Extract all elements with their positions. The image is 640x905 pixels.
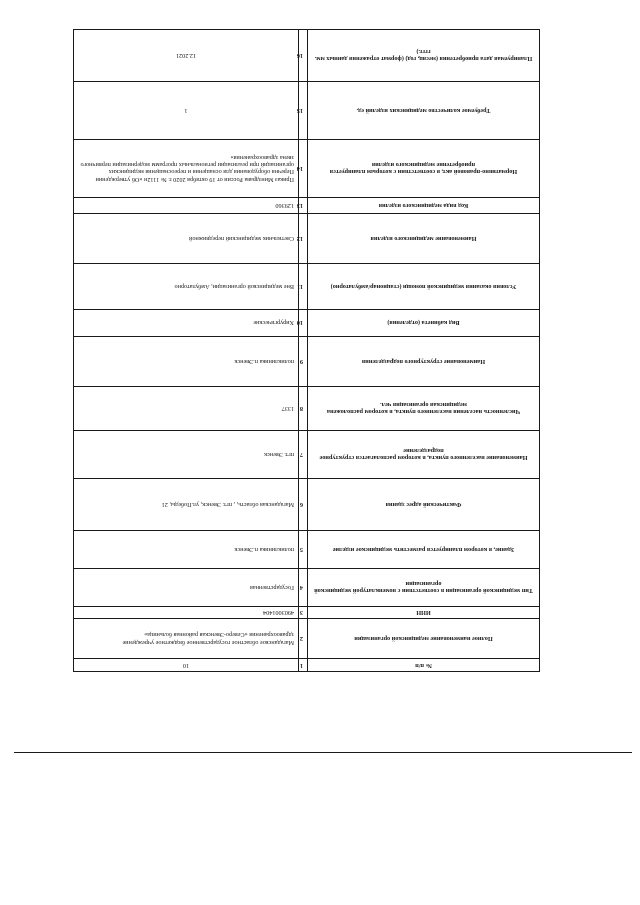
- table-row: [74, 430, 540, 478]
- row-value: Вне медицинской организации, Амбулаторно: [74, 263, 299, 309]
- rotated-table-container: [74, 42, 540, 672]
- table-row: [74, 659, 540, 672]
- row-number: 2: [299, 619, 308, 659]
- table-row: [74, 213, 540, 263]
- row-value: Магаданская область, , пгт. Эвенск, ул.Победы, 21: [74, 478, 299, 530]
- row-value: Государственная: [74, 568, 299, 606]
- table-row: [74, 568, 540, 606]
- table-row: [74, 139, 540, 197]
- row-value: Магаданское областное государственное бюджетное учреждение здравоохранения «Северо-Эвенская районная больница»: [74, 619, 299, 659]
- row-label: ИНН: [308, 606, 540, 618]
- row-number: 12: [299, 213, 308, 263]
- row-value: 1: [74, 81, 299, 139]
- row-value: поликлиника п.Эвенск: [74, 530, 299, 568]
- table-row: [74, 263, 540, 309]
- row-label: Наименование населенного пункта, в котором располагается структурное подразделение: [308, 430, 540, 478]
- row-number: 13: [299, 197, 308, 213]
- table-row: [74, 197, 540, 213]
- row-value: поликлиника п.Эвенск: [74, 336, 299, 386]
- row-label: Наименование медицинского изделия: [308, 213, 540, 263]
- row-value: пгт. Эвенск: [74, 430, 299, 478]
- row-number: 8: [299, 386, 308, 430]
- row-label: Численность населения населенного пункта, в котором расположена медицинская организация чел.: [308, 386, 540, 430]
- table-row: [74, 336, 540, 386]
- page-divider-line: [14, 752, 632, 753]
- table-row: [74, 619, 540, 659]
- row-number: 14: [299, 139, 308, 197]
- row-label: Требуемое количество медицинских изделий ед.: [308, 81, 540, 139]
- row-number: 15: [299, 81, 308, 139]
- row-number: 11: [299, 263, 308, 309]
- row-number: 5: [299, 530, 308, 568]
- table-row: [74, 606, 540, 618]
- row-label: Условия оказания медицинской помощи (стационар/амбулаторно): [308, 263, 540, 309]
- row-value: Светильник медицинский передвижной: [74, 213, 299, 263]
- row-label: Здание, в котором планируется разместить медицинское изделие: [308, 530, 540, 568]
- row-number: 7: [299, 430, 308, 478]
- row-number: 6: [299, 478, 308, 530]
- row-number: 1: [299, 659, 308, 672]
- row-number: 4: [299, 568, 308, 606]
- scanned-table-page: [74, 42, 540, 672]
- row-value: 12.2021: [74, 29, 299, 81]
- row-number: 10: [299, 309, 308, 336]
- row-label: Вид кабинета (отделения): [308, 309, 540, 336]
- row-number: 3: [299, 606, 308, 618]
- equipment-table: [73, 29, 540, 672]
- row-label: Нормативно-правовой акт, в соответствии с которым планируется приобретение медицинского изделия: [308, 139, 540, 197]
- row-value: 10: [74, 659, 299, 672]
- row-value: 129360: [74, 197, 299, 213]
- row-label: № п/п: [308, 659, 540, 672]
- row-label: Фактический адрес здания: [308, 478, 540, 530]
- row-number: 9: [299, 336, 308, 386]
- row-value: 4903001404: [74, 606, 299, 618]
- table-row: [74, 530, 540, 568]
- row-label: Планируемая дата приобретения (месяц, год) (формат отражения данных мм. гггг.): [308, 29, 540, 81]
- table-row: [74, 478, 540, 530]
- row-label: Наименование структурного подразделения: [308, 336, 540, 386]
- row-label: Тип медицинской организации в соответствии с номенклатурой медицинской организации: [308, 568, 540, 606]
- row-value: Хирургические: [74, 309, 299, 336]
- row-label: Полное наименование медицинской организации: [308, 619, 540, 659]
- table-row: [74, 29, 540, 81]
- row-number: 16: [299, 29, 308, 81]
- row-label: Код вида медицинского изделия: [308, 197, 540, 213]
- row-value: 1337: [74, 386, 299, 430]
- row-value: Приказ Минздрава России от 19 октября 2020 г. № 1112н «Об утверждении Перечня оборудования для оснащения и переоснащения медицинских организаций при реализации региональных программ модернизации первичного звена здравоохранения»: [74, 139, 299, 197]
- table-row: [74, 81, 540, 139]
- table-row: [74, 386, 540, 430]
- table-row: [74, 309, 540, 336]
